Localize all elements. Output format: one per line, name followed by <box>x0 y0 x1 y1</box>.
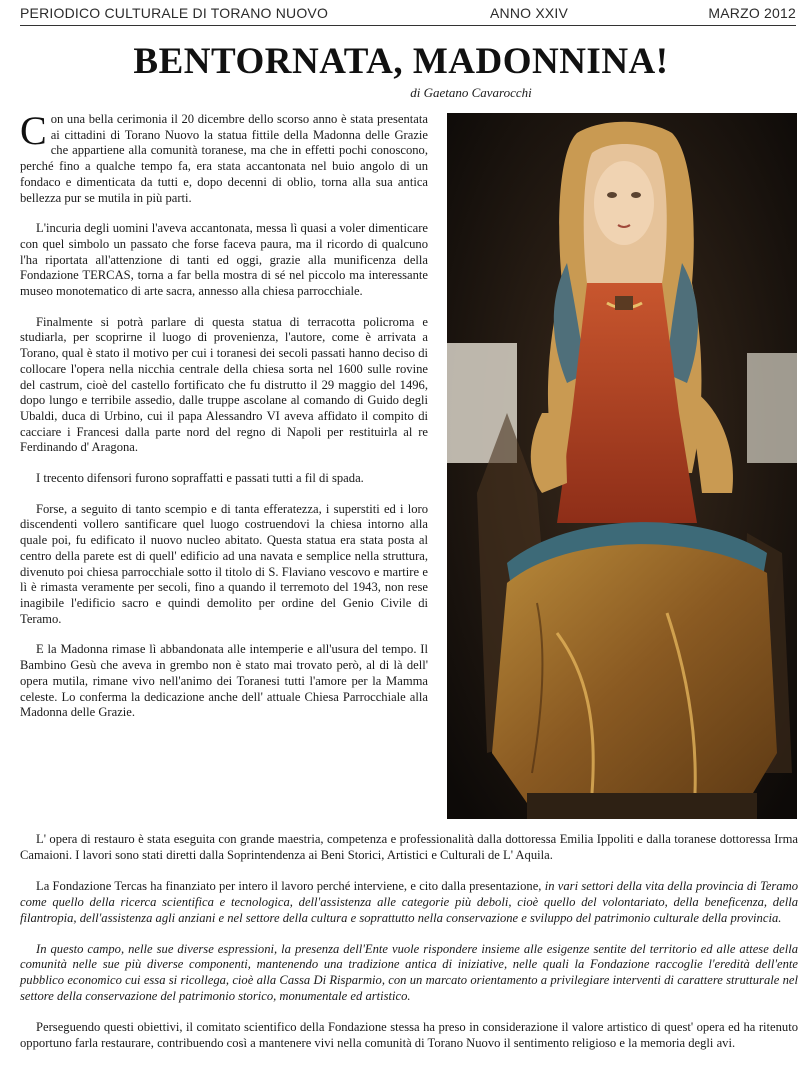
paragraph-1-text: on una bella cerimonia il 20 dicembre dello scorso anno è stata presentata ai cittadini di Torano Nuovo la statua fittile della Madonna delle Grazie che appartiene alla comunità toranese, ma che in effetti pochi conoscono, perché fino a qualche tempo fa, era stata accantonata nel buio angolo di un fondaco e dimenticata da tutti e, dopo decenni di oblio, torna alla sua antica bellezza pur se mutila in più parti. <box>20 112 428 205</box>
paragraph-10: Perseguendo questi obiettivi, il comitato scientifico della Fondazione stessa ha preso in considerazione il valore artistico di quest' opera ed ha ritenuto opportuno farla restaurare, contribuendo così a mantenere vivi nella comunità di Torano Nuovo il sentimento religioso e la memoria degli avi. <box>20 1020 798 1051</box>
madonna-statue-photo <box>447 113 797 819</box>
paragraph-6: E la Madonna rimase lì abbandonata alle intemperie e all'usura del tempo. Il Bambino Gesù che aveva in grembo non è stato mai trovato però, al di là dell' opera mutila, rimane vivo nell'animo dei Toranesi tutti l'amore per la Mamma celeste. Lo conferma la dedicazione anche dell' attuale Chiesa Parrocchiale alla Madonna delle Grazie. <box>20 642 428 720</box>
paragraph-7: L' opera di restauro è stata eseguita con grande maestria, competenza e professionalità dalla dottoressa Emilia Ippoliti e dalla toranese dottoressa Irma Camaioni. I lavori sono stati diretti dalla Soprintendenza ai Beni Storici, Artistici e Culturali de L' Aquila. <box>20 832 798 862</box>
drop-cap: C <box>20 108 47 153</box>
masthead <box>20 3 796 26</box>
paragraph-9: In questo campo, nelle sue diverse espressioni, la presenza dell'Ente vuole rispondere insieme alle esigenze sentite del territorio ed alle attese della comunità nelle sue più diverse componenti, mantenendo una tradizione antica di iniziative, nelle quali la Fondazione raccoglie l'eredità dell'ente pubblico economico cui essa si ricollega, cioè alla Cassa Di Risparmio, con un marcato orientamento a privilegiare interventi di carattere strutturale nel settore della conservazione del patrimonio storico, monumentale ed artistico. <box>20 941 798 1004</box>
paragraph-1 <box>20 108 428 206</box>
paragraph-2: L'incuria degli uomini l'aveva accantonata, messa lì quasi a voler dimenticare con quel simbolo un passato che forse faceva paura, ma il ricordo di qualcuno l'ha riportata all'attenzione di tanti ed oggi, grazie alla munificenza della Fondazione TERCAS, torna a far bella mostra di sé nel piccolo ma interessante museo monotematico di arte sacra, annesso alla chiesa parrocchiale. <box>20 221 428 299</box>
paragraph-8-plain: La Fondazione Tercas ha finanziato per intero il lavoro perché interviene, e cito dalla presentazione, <box>36 878 545 893</box>
article-title: BENTORNATA, MADONNINA! <box>133 41 669 82</box>
paragraph-8-quote: in vari settori della vita della provincia di Teramo come quello della ricerca scientifica e tecnologica, dell'assistenza alle categorie più deboli, cioè quello del volontariato, della beneficenza, della filantropia, dell'assistenza agli anziani e nel settore della cultura e soprattutto nella conservazione e sviluppo del patrimonio culturale della provincia. <box>20 878 798 925</box>
article-continuation <box>20 832 798 1067</box>
publication-name: PERIODICO CULTURALE DI TORANO NUOVO <box>20 5 329 21</box>
issue-date: MARZO 2012 <box>708 5 796 21</box>
article-byline: di Gaetano Cavarocchi <box>410 85 532 100</box>
paragraph-5: Forse, a seguito di tanto scempio e di tanta efferatezza, i superstiti ed i loro discendenti vollero santificare quel luogo costruendovi la chiesa intorno alla quale poi, fu edificato il nuovo nucleo abitato. Questa statua era stata posta al centro della parete est di quell' edificio ad una navata e semplice nella struttura, divenuto poi chiesa parrocchiale sotto il titolo di S. Flaviano vescovo e martire e lì è rimasta veramente per secoli, fino a quando il terremoto del 1943, non rese inagibile l'edificio sacro e quindi demolito per ordine del Genio Civile di Teramo. <box>20 501 428 626</box>
paragraph-3: Finalmente si potrà parlare di questa statua di terracotta policroma e studiarla, per scoprirne il luogo di provenienza, l'autore, come è arrivata a Torano, qual è stato il motivo per cui i toranesi dei secoli passati hanno deciso di collocare l'opera nella nicchia centrale della chiesa sorta nel 1600 sulle rovine del castrum, cioè del castello fortificato che fu distrutto il 29 maggio del 1496, dopo lungo e terribile assedio, dalle truppe ascolane al comando di Guido degli Ubaldi, duca di Urbino, cui il papa Alessandro VI aveva affidato il compito di cacciare i Francesi dalla parte nord del regno di Napoli per restituirla al re Ferdinando d' Aragona. <box>20 314 428 455</box>
article-column <box>20 108 428 736</box>
paragraph-8 <box>20 879 798 927</box>
issue-year: ANNO XXIV <box>490 5 569 21</box>
paragraph-4: I trecento difensori furono sopraffatti e passati tutti a fil di spada. <box>36 471 364 486</box>
